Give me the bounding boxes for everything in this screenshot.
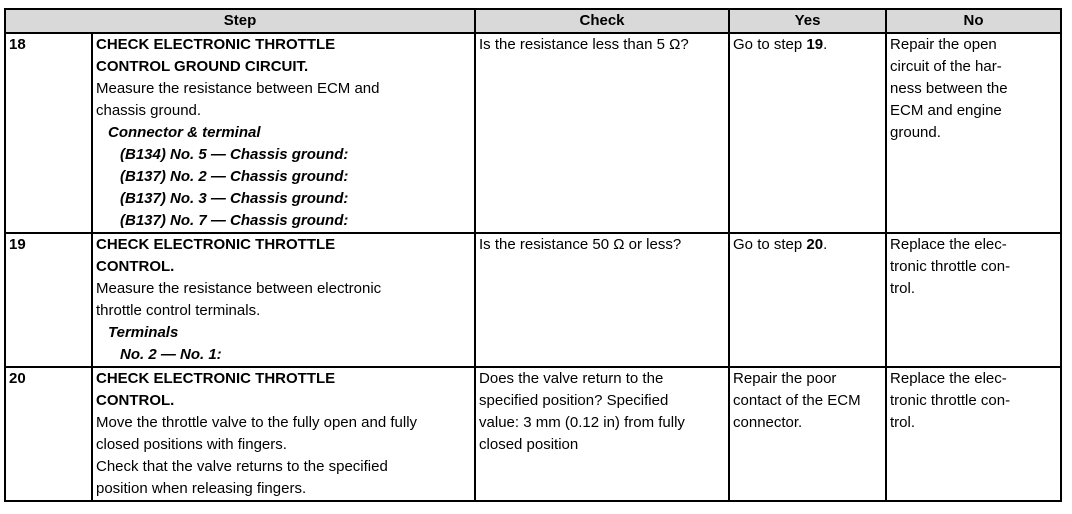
table-row bbox=[5, 367, 1061, 501]
yes-text-end: . bbox=[823, 236, 828, 253]
no-text-line: Repair the open bbox=[890, 36, 997, 53]
no-text-line: tronic throttle con- bbox=[890, 392, 1011, 409]
no-cell bbox=[886, 233, 1061, 367]
step-text-line: Check that the valve returns to the specified bbox=[96, 458, 388, 475]
check-text-line: value: 3 mm (0.12 in) from fully bbox=[479, 414, 685, 431]
no-text-line: circuit of the har- bbox=[890, 58, 1002, 75]
header-row bbox=[5, 9, 1061, 33]
no-text-line: ness between the bbox=[890, 80, 1008, 97]
sub-heading: Connector & terminal bbox=[108, 124, 261, 141]
step-text-line: throttle control terminals. bbox=[96, 302, 261, 319]
yes-cell bbox=[729, 367, 886, 501]
check-cell bbox=[475, 233, 729, 367]
step-title-line: CHECK ELECTRONIC THROTTLE bbox=[96, 370, 336, 387]
step-title-line: CONTROL GROUND CIRCUIT. bbox=[96, 58, 309, 75]
check-text-line: closed position bbox=[479, 436, 579, 453]
terminal-item: (B137) No. 3 — Chassis ground: bbox=[120, 190, 349, 207]
step-text-line: chassis ground. bbox=[96, 102, 202, 119]
header-no: No bbox=[886, 9, 1061, 33]
no-text-line: ECM and engine bbox=[890, 102, 1002, 119]
sub-heading: Terminals bbox=[108, 324, 179, 341]
header-step: Step bbox=[5, 9, 475, 33]
check-text-line: specified position? Specified bbox=[479, 392, 669, 409]
yes-text-line: connector. bbox=[733, 414, 803, 431]
no-text-line: Replace the elec- bbox=[890, 236, 1007, 253]
yes-text-end: . bbox=[823, 36, 828, 53]
step-description bbox=[92, 233, 475, 367]
step-title-line: CONTROL. bbox=[96, 258, 175, 275]
header-yes: Yes bbox=[729, 9, 886, 33]
step-title-line: CHECK ELECTRONIC THROTTLE bbox=[96, 236, 336, 253]
yes-step-ref: 19 bbox=[806, 36, 824, 53]
step-title-line: CONTROL. bbox=[96, 392, 175, 409]
check-cell bbox=[475, 367, 729, 501]
check-text: Is the resistance less than 5 Ω? bbox=[479, 36, 689, 53]
yes-step-ref: 20 bbox=[806, 236, 824, 253]
step-description bbox=[92, 367, 475, 501]
yes-text: Go to step bbox=[733, 36, 807, 53]
step-number: 20 bbox=[5, 367, 92, 501]
yes-text: Go to step bbox=[733, 236, 807, 253]
yes-text-line: Repair the poor bbox=[733, 370, 837, 387]
step-text-line: Measure the resistance between electronic bbox=[96, 280, 382, 297]
header-check: Check bbox=[475, 9, 729, 33]
step-text-line: Move the throttle valve to the fully open and fully bbox=[96, 414, 418, 431]
no-text-line: ground. bbox=[890, 124, 941, 141]
no-text-line: trol. bbox=[890, 280, 916, 297]
diagnostic-table bbox=[4, 8, 1062, 502]
step-number: 19 bbox=[5, 233, 92, 367]
no-text-line: tronic throttle con- bbox=[890, 258, 1011, 275]
step-text-line: position when releasing fingers. bbox=[96, 480, 307, 497]
terminal-item: (B134) No. 5 — Chassis ground: bbox=[120, 146, 349, 163]
step-description bbox=[92, 33, 475, 233]
no-cell bbox=[886, 33, 1061, 233]
yes-cell bbox=[729, 33, 886, 233]
check-text: Is the resistance 50 Ω or less? bbox=[479, 236, 682, 253]
terminal-item: (B137) No. 2 — Chassis ground: bbox=[120, 168, 349, 185]
yes-cell bbox=[729, 233, 886, 367]
no-text-line: Replace the elec- bbox=[890, 370, 1007, 387]
terminal-item: No. 2 — No. 1: bbox=[120, 346, 222, 363]
step-text-line: closed positions with fingers. bbox=[96, 436, 287, 453]
terminal-item: (B137) No. 7 — Chassis ground: bbox=[120, 212, 349, 229]
yes-text-line: contact of the ECM bbox=[733, 392, 861, 409]
step-title-line: CHECK ELECTRONIC THROTTLE bbox=[96, 36, 336, 53]
check-cell bbox=[475, 33, 729, 233]
step-text-line: Measure the resistance between ECM and bbox=[96, 80, 380, 97]
step-number: 18 bbox=[5, 33, 92, 233]
check-text-line: Does the valve return to the bbox=[479, 370, 664, 387]
table-row bbox=[5, 33, 1061, 233]
table-row bbox=[5, 233, 1061, 367]
no-text-line: trol. bbox=[890, 414, 916, 431]
no-cell bbox=[886, 367, 1061, 501]
